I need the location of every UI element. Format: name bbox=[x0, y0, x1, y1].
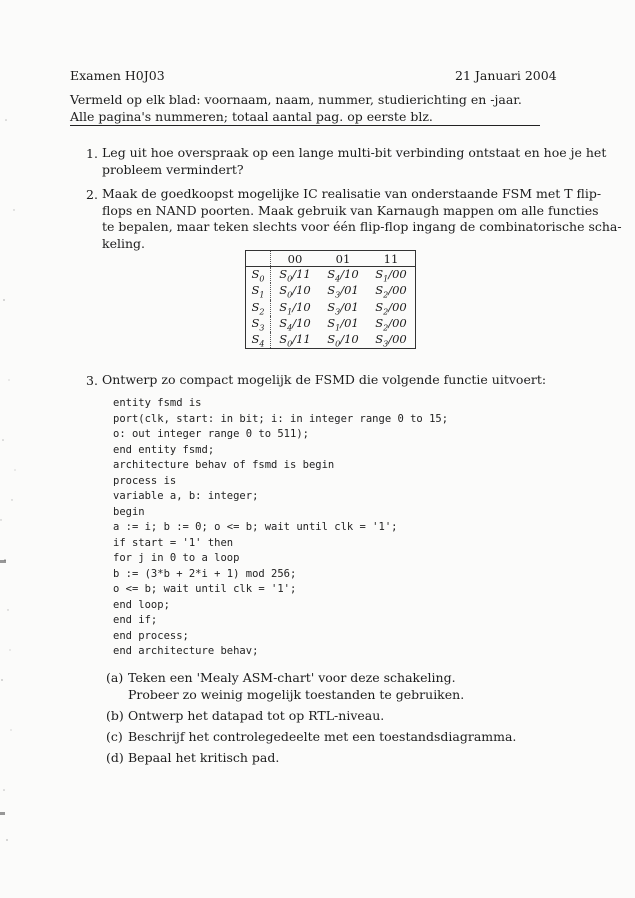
table-cell: $S_0/11$ bbox=[279, 267, 311, 284]
table-row bbox=[246, 267, 416, 284]
state-label: $S_1$ bbox=[246, 283, 271, 299]
state-label: $S_3$ bbox=[246, 316, 271, 332]
exam-instructions bbox=[70, 92, 522, 125]
instruction-line: Alle pagina's nummeren; totaal aantal pag. op eerste blz. bbox=[70, 108, 433, 124]
column-header: 00 bbox=[271, 251, 320, 267]
question-line: Ontwerp zo compact mogelijk de FSMD die volgende functie uitvoert: bbox=[102, 372, 547, 387]
state-label: $S_0$ bbox=[246, 267, 271, 284]
subquestion-b-text: Ontwerp het datapad tot op RTL-niveau. bbox=[128, 708, 385, 723]
subquestion-c-text: Beschrijf het controlegedeelte met een toestandsdiagramma. bbox=[128, 729, 517, 744]
fsm-state-table bbox=[245, 250, 416, 349]
table-row bbox=[246, 283, 416, 299]
code-line: if start = '1' then bbox=[113, 536, 234, 549]
subquestion-line: Probeer zo weinig mogelijk toestanden te gebruiken. bbox=[128, 686, 465, 702]
subquestion-d-label: (d) bbox=[106, 750, 124, 765]
code-line: process is bbox=[113, 474, 177, 487]
table-cell: $S_3/01$ bbox=[327, 299, 359, 316]
table-cell: $S_0/10$ bbox=[279, 283, 311, 300]
code-line: architecture behav of fsmd is begin bbox=[113, 459, 335, 471]
code-line: variable a, b: integer; bbox=[113, 490, 259, 502]
code-line: entity fsmd is bbox=[113, 397, 202, 409]
subquestion-b-label: (b) bbox=[106, 708, 124, 723]
subquestion-a-label: (a) bbox=[106, 670, 124, 685]
question-line: Leg uit hoe overspraak op een lange multi-bit verbinding ontstaat en hoe je het bbox=[102, 145, 607, 160]
exam-date: 21 Januari 2004 bbox=[455, 68, 557, 83]
table-cell: $S_4/10$ bbox=[327, 267, 359, 284]
code-line: b := (3*b + 2*i + 1) mod 256; bbox=[113, 567, 297, 580]
course-code: Examen H0J03 bbox=[70, 68, 165, 83]
subquestion-a-text bbox=[128, 670, 464, 703]
state-label: $S_4$ bbox=[246, 332, 271, 349]
table-cell: $S_3/01$ bbox=[327, 283, 359, 300]
question-line: te bepalen, maar teken slechts voor één flip-flop ingang de combinatorische scha- bbox=[102, 219, 622, 234]
question-3-number: 3. bbox=[86, 373, 98, 388]
header-rule bbox=[70, 125, 540, 126]
table-row bbox=[246, 300, 416, 316]
code-line: o <= b; wait until clk = '1'; bbox=[113, 583, 297, 595]
table-cell: $S_0/11$ bbox=[279, 332, 311, 349]
subquestion-line: Teken een 'Mealy ASM-chart' voor deze schakeling. bbox=[128, 670, 456, 685]
table-cell: $S_1/00$ bbox=[375, 267, 407, 284]
table-cell: $S_2/00$ bbox=[375, 299, 407, 316]
question-1-text bbox=[102, 145, 606, 178]
code-line: port(clk, start: in bit; i: in integer range 0 to 15; bbox=[113, 412, 449, 425]
state-label: $S_2$ bbox=[246, 300, 271, 316]
table-cell: $S_2/00$ bbox=[375, 283, 407, 300]
column-header: 11 bbox=[367, 251, 416, 267]
question-line: probleem vermindert? bbox=[102, 161, 244, 177]
subquestion-c-label: (c) bbox=[106, 729, 123, 744]
instruction-line: Vermeld op elk blad: voornaam, naam, nummer, studierichting en -jaar. bbox=[70, 92, 522, 107]
code-line: a := i; b := 0; o <= b; wait until clk = '1'; bbox=[113, 521, 398, 533]
table-cell: $S_0/10$ bbox=[327, 332, 359, 349]
code-line: begin bbox=[113, 505, 145, 518]
code-line: end if; bbox=[113, 614, 158, 626]
question-2-text bbox=[102, 186, 622, 252]
table-cell: $S_3/00$ bbox=[375, 332, 407, 349]
code-line: for j in 0 to a loop bbox=[113, 552, 240, 564]
question-line: keling. bbox=[102, 235, 145, 251]
question-1-number: 1. bbox=[86, 146, 98, 161]
code-line: o: out integer range 0 to 511); bbox=[113, 428, 309, 440]
question-2-number: 2. bbox=[86, 187, 98, 202]
code-line: end architecture behav; bbox=[113, 645, 259, 657]
question-3-text bbox=[102, 372, 546, 389]
column-header: 01 bbox=[319, 251, 367, 267]
code-line: end loop; bbox=[113, 598, 170, 611]
table-header-row bbox=[246, 251, 416, 267]
table-cell: $S_1/01$ bbox=[327, 315, 359, 333]
code-line: end entity fsmd; bbox=[113, 443, 215, 456]
subquestion-d-text: Bepaal het kritisch pad. bbox=[128, 750, 280, 765]
table-row bbox=[246, 316, 416, 332]
table-cell: $S_1/10$ bbox=[279, 299, 311, 316]
table-row bbox=[246, 332, 416, 349]
scan-noise-decoration bbox=[0, 0, 40, 898]
question-line: flops en NAND poorten. Maak gebruik van Karnaugh mappen om alle functies bbox=[102, 202, 599, 218]
vhdl-code-block bbox=[113, 396, 448, 660]
table-cell: $S_2/00$ bbox=[375, 315, 407, 333]
table-cell: $S_4/10$ bbox=[279, 315, 311, 333]
code-line: end process; bbox=[113, 629, 189, 642]
question-line: Maak de goedkoopst mogelijke IC realisatie van onderstaande FSM met T flip- bbox=[102, 186, 602, 201]
